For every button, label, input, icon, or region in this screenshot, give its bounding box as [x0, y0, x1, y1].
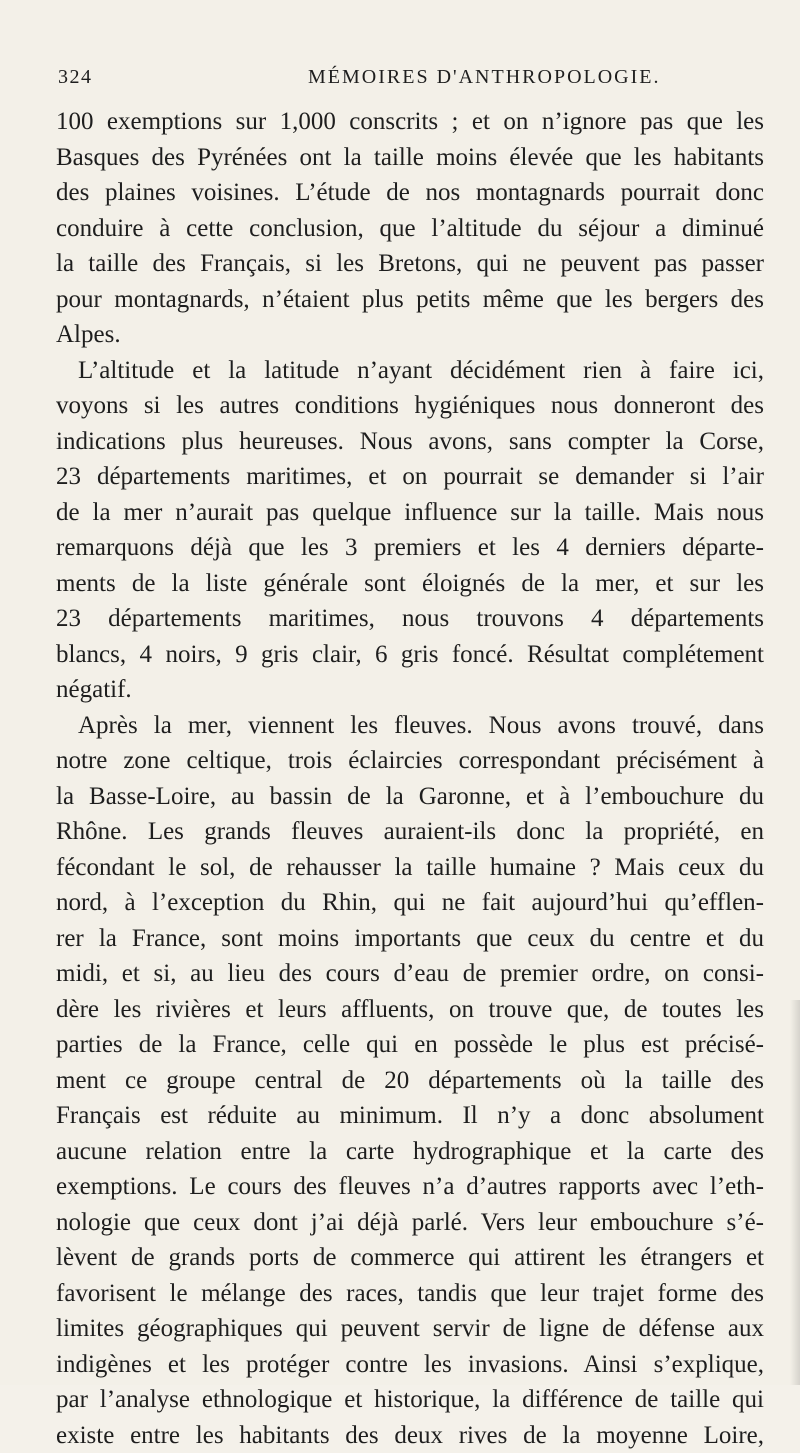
text-line: indigènes et les protéger contre les invasions. Ainsi s’explique,: [56, 1347, 764, 1383]
text-line: 100 exemptions sur 1,000 conscrits ; et on n’ignore pas que les: [56, 104, 764, 140]
page-number: 324: [58, 66, 93, 89]
text-line: remarquons déjà que les 3 premiers et les 4 derniers départe-: [56, 530, 764, 566]
text-line: parties de la France, celle qui en possède le plus est précisé-: [56, 1027, 764, 1063]
text-line: notre zone celtique, trois éclaircies correspondant précisément à: [56, 743, 764, 779]
text-line: Rhône. Les grands fleuves auraient-ils donc la propriété, en: [56, 814, 764, 850]
text-line: rer la France, sont moins importants que ceux du centre et du: [56, 921, 764, 957]
text-line: Basques des Pyrénées ont la taille moins élevée que les habitants: [56, 140, 764, 176]
text-line: conduire à cette conclusion, que l’altitude du séjour a diminué: [56, 211, 764, 247]
text-line: limites géographiques qui peuvent servir de ligne de défense aux: [56, 1311, 764, 1347]
text-line: des plaines voisines. L’étude de nos montagnards pourrait donc: [56, 175, 764, 211]
text-line: voyons si les autres conditions hygiéniques nous donneront des: [56, 388, 764, 424]
text-line: exemptions. Le cours des fleuves n’a d’autres rapports avec l’eth-: [56, 1169, 764, 1205]
text-line: par l’analyse ethnologique et historique, la différence de taille qui: [56, 1382, 764, 1418]
text-line: aucune relation entre la carte hydrographique et la carte des: [56, 1134, 764, 1170]
text-line: Français est réduite au minimum. Il n’y a donc absolument: [56, 1098, 764, 1134]
text-line: la Basse-Loire, au bassin de la Garonne, et à l’embouchure du: [56, 779, 764, 815]
text-line: nologie que ceux dont j’ai déjà parlé. Vers leur embouchure s’é-: [56, 1205, 764, 1241]
running-header: [58, 66, 740, 96]
text-line: lèvent de grands ports de commerce qui attirent les étrangers et: [56, 1240, 764, 1276]
text-line: dère les rivières et leurs affluents, on trouve que, de toutes les: [56, 992, 764, 1028]
text-line: ment ce groupe central de 20 départements où la taille des: [56, 1063, 764, 1099]
text-line: fécondant le sol, de rehausser la taille humaine ? Mais ceux du: [56, 850, 764, 886]
text-line: pour montagnards, n’étaient plus petits même que les bergers des: [56, 282, 764, 318]
text-line: midi, et si, au lieu des cours d’eau de premier ordre, on consi-: [56, 956, 764, 992]
text-line: ments de la liste générale sont éloignés de la mer, et sur les: [56, 566, 764, 602]
text-line: 23 départements maritimes, nous trouvons 4 départements: [56, 601, 764, 637]
body-text: [56, 104, 764, 1453]
page-edge-shadow: [790, 1000, 800, 1385]
text-line: la taille des Français, si les Bretons, qui ne peuvent pas passer: [56, 246, 764, 282]
text-line: L’altitude et la latitude n’ayant décidément rien à faire ici,: [56, 353, 764, 389]
text-line: Alpes.: [56, 317, 764, 353]
text-line: favorisent le mélange des races, tandis que leur trajet forme des: [56, 1276, 764, 1312]
text-line: nord, à l’exception du Rhin, qui ne fait aujourd’hui qu’efflen-: [56, 885, 764, 921]
text-line: négatif.: [56, 672, 764, 708]
text-line: Après la mer, viennent les fleuves. Nous avons trouvé, dans: [56, 708, 764, 744]
text-line: blancs, 4 noirs, 9 gris clair, 6 gris foncé. Résultat complétement: [56, 637, 764, 673]
text-line: existe entre les habitants des deux rives de la moyenne Loire,: [56, 1418, 764, 1453]
running-title: MÉMOIRES D'ANTHROPOLOGIE.: [308, 66, 661, 89]
text-line: de la mer n’aurait pas quelque influence sur la taille. Mais nous: [56, 495, 764, 531]
text-line: 23 départements maritimes, et on pourrait se demander si l’air: [56, 459, 764, 495]
text-line: indications plus heureuses. Nous avons, sans compter la Corse,: [56, 424, 764, 460]
